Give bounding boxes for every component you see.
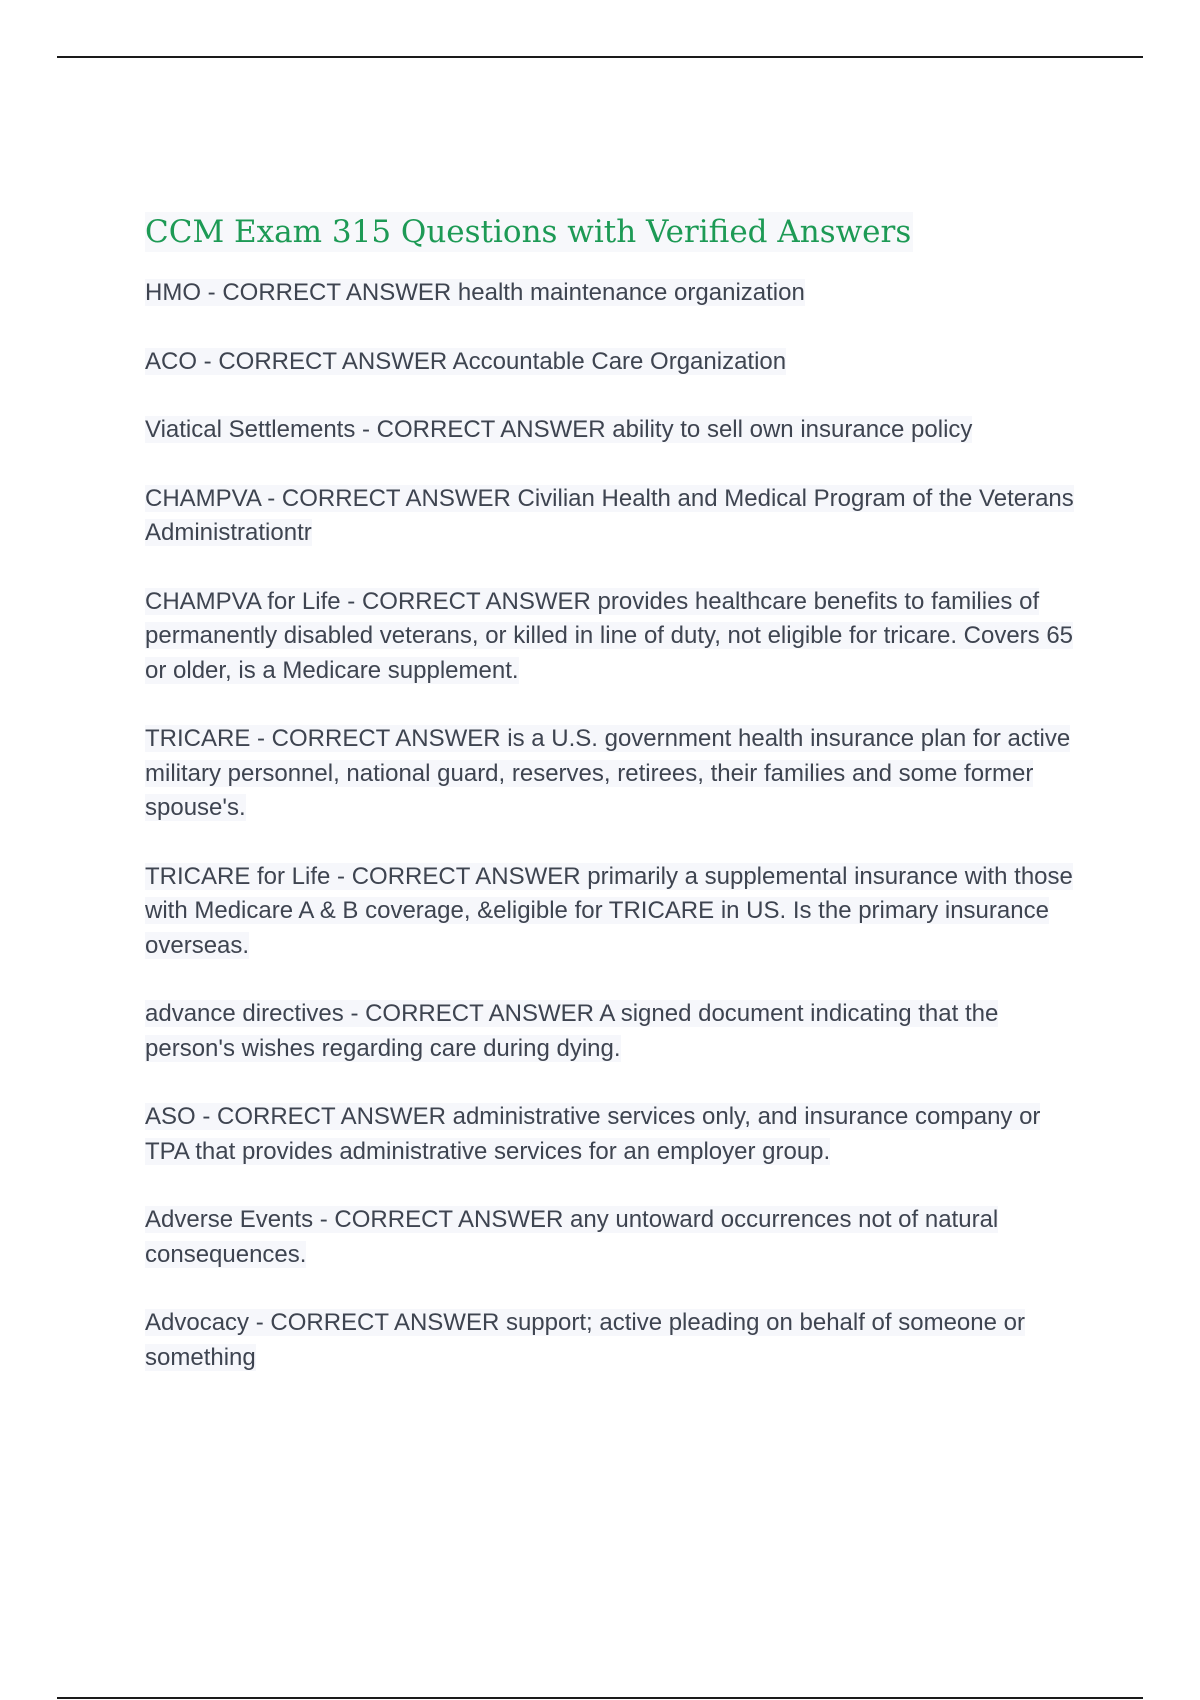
qa-entry <box>145 276 1090 311</box>
qa-entry-text: advance directives - CORRECT ANSWER A signed document indicating that the person's wishes regarding care during dying. <box>145 1000 999 1062</box>
qa-entry <box>145 413 1090 448</box>
bottom-rule <box>57 1697 1143 1699</box>
qa-entry <box>145 482 1090 551</box>
qa-entry-text: TRICARE - CORRECT ANSWER is a U.S. government health insurance plan for active military personnel, national guard, reserves, retirees, their families and some former spouse's. <box>145 725 1071 821</box>
qa-entry <box>145 1100 1090 1169</box>
qa-entry-text: TRICARE for Life - CORRECT ANSWER primarily a supplemental insurance with those with Medicare A & B coverage, &eligible for TRICARE in US. Is the primary insurance overseas. <box>145 862 1073 959</box>
qa-entry <box>145 1306 1090 1375</box>
document-body <box>145 212 1090 1409</box>
qa-entry-text: CHAMPVA - CORRECT ANSWER Civilian Health and Medical Program of the Veterans Administrationtr <box>145 484 1074 546</box>
qa-entry <box>145 722 1090 826</box>
qa-entry <box>145 345 1090 380</box>
document-title: CCM Exam 315 Questions with Verified Answers <box>145 214 912 250</box>
qa-entry-text: HMO - CORRECT ANSWER health maintenance organization <box>145 279 805 306</box>
qa-entry-text: Viatical Settlements - CORRECT ANSWER ability to sell own insurance policy <box>145 416 973 443</box>
qa-entry-text: ACO - CORRECT ANSWER Accountable Care Organization <box>145 347 787 375</box>
qa-entry-text: CHAMPVA for Life - CORRECT ANSWER provides healthcare benefits to families of permanently disabled veterans, or killed in line of duty, not eligible for tricare. Covers 65 or older, is a Medicare supplement. <box>145 587 1074 684</box>
qa-entry <box>145 860 1090 964</box>
top-rule <box>57 56 1143 58</box>
qa-entry <box>145 585 1090 689</box>
qa-entry <box>145 997 1090 1066</box>
qa-entry <box>145 1203 1090 1272</box>
qa-entry-text: ASO - CORRECT ANSWER administrative services only, and insurance company or TPA that provides administrative services for an employer group. <box>145 1103 1041 1165</box>
qa-entry-text: Advocacy - CORRECT ANSWER support; active pleading on behalf of someone or something <box>145 1309 1025 1371</box>
qa-entry-text: Adverse Events - CORRECT ANSWER any untoward occurrences not of natural consequences. <box>145 1206 999 1268</box>
